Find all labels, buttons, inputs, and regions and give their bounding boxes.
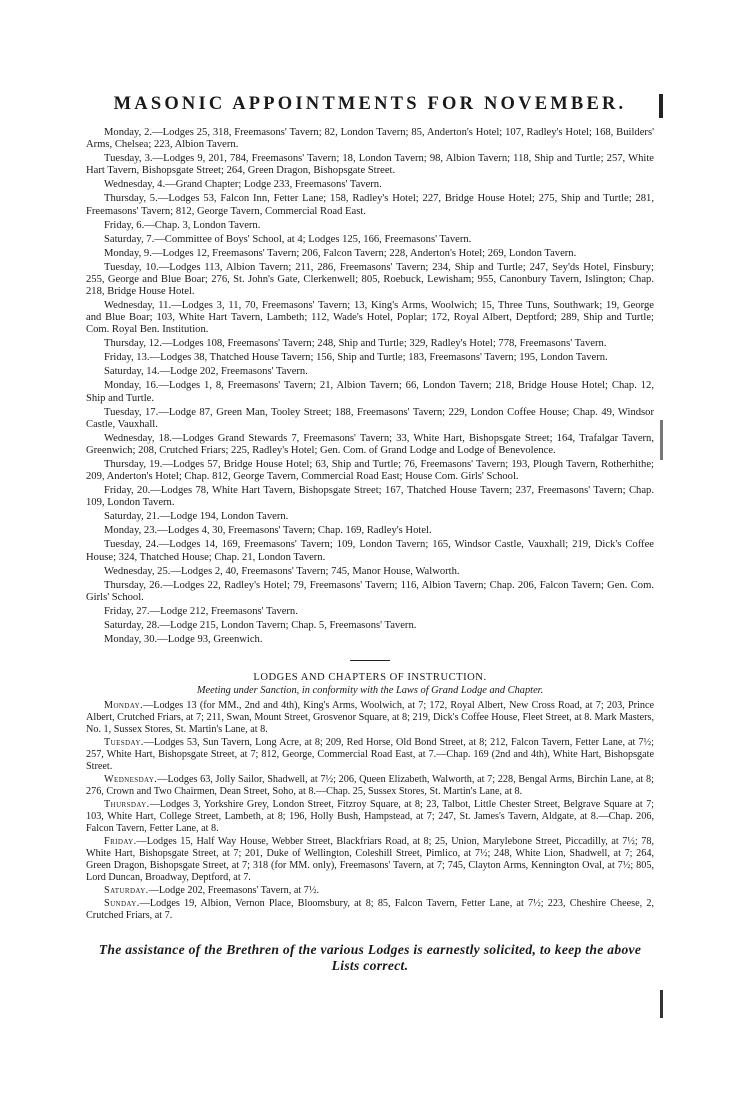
page-edge-mark	[659, 94, 663, 118]
appointment-entry: Friday, 27.—Lodge 212, Freemasons' Tavern.	[104, 605, 298, 617]
appointment-entry: Tuesday, 17.—Lodge 87, Green Man, Tooley Street; 188, Freemasons' Tavern; 229, London Coffee House; Chap. 49, Windsor Castle, Vauxhall.	[86, 406, 654, 430]
section-divider	[350, 660, 390, 661]
instruction-heading: LODGES AND CHAPTERS OF INSTRUCTION.	[253, 672, 487, 684]
instruction-entry	[86, 737, 654, 772]
instruction-entry	[86, 898, 654, 922]
instruction-text: —Lodges 15, Half Way House, Webber Street, Blackfriars Road, at 8; 25, Union, Marylebone Street, Piccadilly, at 7½; 78, White Hart, Bishopsgate Street, at 7; 201, Duke of Wellington, Coleshill Street, Pimlico, at 7½; 248, White Lion, Shadwell, at 7; 264, Green Dragon, Bishopsgate Street, at 7; 318 (for MM. only), Freemasons' Tavern, at 7; 745, Clayton Arms, Kennington Oval, at 7½; 805, Lord Duncan, Broadway, Deptford, at 7.	[86, 836, 654, 883]
appointment-entry: Thursday, 12.—Lodges 108, Freemasons' Tavern; 248, Ship and Turtle; 329, Radley's Hotel; 778, Freemasons' Tavern.	[104, 338, 607, 350]
appointment-entry: Saturday, 21.—Lodge 194, London Tavern.	[104, 511, 289, 523]
instruction-text: —Lodges 63, Jolly Sailor, Shadwell, at 7½; 206, Queen Elizabeth, Walworth, at 7; 228, Bengal Arms, Birchin Lane, at 8; 276, Crown and Two Chairmen, Dean Street, Soho, at 8.—Chap. 25, Sussex Stores, St. Martin's Lane, at 8.	[86, 774, 654, 797]
appointment-entry: Thursday, 5.—Lodges 53, Falcon Inn, Fetter Lane; 158, Radley's Hotel; 227, Bridge House Hotel; 275, Ship and Turtle; 281, Freemasons' Tavern; 812, George Tavern, Commercial Road East.	[86, 193, 654, 217]
appointment-entry: Saturday, 7.—Committee of Boys' School, at 4; Lodges 125, 166, Freemasons' Tavern.	[104, 233, 472, 245]
appointment-entry: Monday, 30.—Lodge 93, Greenwich.	[104, 633, 263, 645]
instruction-list	[86, 700, 654, 922]
instruction-day: Tuesday.	[104, 737, 144, 749]
instruction-text: —Lodges 13 (for MM., 2nd and 4th), King's Arms, Woolwich, at 7; 172, Royal Albert, New Cross Road, at 7; 203, Prince Albert, Crutched Friars, at 7; 211, Swan, Mount Street, Grosvenor Square, at 8; 219, Dick's Coffee House, Fleet Street, at 8. Mark Masters, No. 1, Sussex Stores, St. Martin's Lane, at 8.	[86, 700, 654, 735]
appointment-entry: Thursday, 26.—Lodges 22, Radley's Hotel; 79, Freemasons' Tavern; 116, Albion Tavern; Chap. 206, Falcon Tavern; Gen. Com. Girls' School.	[86, 579, 654, 603]
instruction-day: Wednesday.	[104, 774, 158, 786]
appointment-entry: Friday, 13.—Lodges 38, Thatched House Tavern; 156, Ship and Turtle; 183, Freemasons' Tavern; 195, London Tavern.	[104, 352, 608, 364]
instruction-text: —Lodges 53, Sun Tavern, Long Acre, at 8; 209, Red Horse, Old Bond Street, at 8; 212, Falcon Tavern, Fetter Lane, at 7½; 257, White Hart, Bishopsgate Street, at 7; 812, George, Commercial Road East, at 7.—Chap. 169 (2nd and 4th), White Hart, Bishopsgate Street.	[86, 737, 654, 772]
appointment-entry: Saturday, 14.—Lodge 202, Freemasons' Tavern.	[104, 366, 308, 378]
instruction-text: —Lodge 202, Freemasons' Tavern, at 7½.	[148, 884, 320, 896]
instruction-entry	[86, 774, 654, 798]
appointment-entry: Monday, 9.—Lodges 12, Freemasons' Tavern; 206, Falcon Tavern; 228, Anderton's Hotel; 269, London Tavern.	[104, 247, 577, 259]
appointment-entry: Saturday, 28.—Lodge 215, London Tavern; Chap. 5, Freemasons' Tavern.	[104, 619, 417, 631]
appointment-entry: Wednesday, 25.—Lodges 2, 40, Freemasons' Tavern; 745, Manor House, Walworth.	[104, 565, 460, 577]
appointment-entry: Friday, 20.—Lodges 78, White Hart Tavern, Bishopsgate Street; 167, Thatched House Tavern; 237, Freemasons' Tavern; Chap. 109, London Tavern.	[86, 485, 654, 509]
instruction-entry	[86, 700, 654, 735]
instruction-day: Friday.	[104, 836, 137, 848]
page-edge-speck	[660, 990, 663, 1018]
appointment-entry: Wednesday, 18.—Lodges Grand Stewards 7, Freemasons' Tavern; 33, White Hart, Bishopsgate Street; 164, Trafalgar Tavern, Greenwich; 208, Crutched Friars; 225, Radley's Hotel; Gen. Com. of Grand Lodge and Lodge of Benevolence.	[86, 432, 654, 457]
instruction-text: —Lodges 3, Yorkshire Grey, London Street, Fitzroy Square, at 8; 23, Talbot, Little Chester Street, Belgrave Square at 7; 103, White Hart, College Street, Lambeth, at 8; 196, Holly Bush, Hampstead, at 7; 247, St. James's Tavern, Aldgate, at 8.—Chap. 206, Falcon Tavern, Fetter Lane, at 8.	[86, 799, 654, 834]
appointment-entry: Wednesday, 4.—Grand Chapter; Lodge 233, Freemasons' Tavern.	[104, 179, 382, 191]
appointment-entry: Tuesday, 10.—Lodges 113, Albion Tavern; 211, 286, Freemasons' Tavern; 234, Ship and Turtle; 247, Sey'ds Hotel, Finsbury; 255, George and Blue Boar; 276, St. John's Gate, Clerkenwell; 805, Roebuck, Lewisham; 955, Canonbury Tavern, Islington; Chap. 218, Bridge House Hotel.	[86, 261, 654, 298]
appointment-entry: Friday, 6.—Chap. 3, London Tavern.	[104, 219, 261, 231]
instruction-day: Thursday.	[104, 799, 150, 811]
instruction-day: Monday.	[104, 700, 144, 712]
instruction-day: Saturday.	[104, 884, 149, 896]
instruction-text: —Lodges 19, Albion, Vernon Place, Bloomsbury, at 8; 85, Falcon Tavern, Fetter Lane, at 7½; 223, Cheshire Cheese, 2, Crutched Friars, at 7.	[86, 898, 654, 922]
instruction-entry	[86, 836, 654, 883]
appointments-list	[86, 127, 654, 646]
page-column	[86, 0, 654, 974]
appointment-entry: Monday, 23.—Lodges 4, 30, Freemasons' Tavern; Chap. 169, Radley's Hotel.	[104, 525, 432, 537]
instruction-day: Sunday.	[104, 898, 140, 910]
appointment-entry: Monday, 16.—Lodges 1, 8, Freemasons' Tavern; 21, Albion Tavern; 66, London Tavern; 218, Bridge House Hotel; Chap. 12, Ship and Turtle.	[86, 380, 654, 404]
instruction-entry	[86, 799, 654, 834]
appointment-entry: Monday, 2.—Lodges 25, 318, Freemasons' Tavern; 82, London Tavern; 85, Anderton's Hotel; 107, Radley's Hotel; 168, Builders' Arms, Chelsea; 223, Albion Tavern.	[86, 127, 654, 151]
appointment-entry: Thursday, 19.—Lodges 57, Bridge House Hotel; 63, Ship and Turtle; 76, Freemasons' Tavern; 193, Plough Tavern, Rotherhithe; 209, Anderton's Hotel; Chap. 812, George Tavern, Commercial Road East; House Com. Girls' School.	[86, 459, 654, 483]
instruction-entry	[86, 885, 654, 897]
instruction-note: Meeting under Sanction, in conformity with the Laws of Grand Lodge and Chapter.	[196, 685, 544, 697]
appointment-entry: Tuesday, 3.—Lodges 9, 201, 784, Freemasons' Tavern; 18, London Tavern; 98, Albion Tavern; 118, Ship and Turtle; 257, White Hart Tavern, Bishopsgate Street; 264, Green Dragon, Bishopsgate Street.	[86, 153, 654, 177]
page-edge-speck	[660, 420, 663, 460]
appointment-entry: Tuesday, 24.—Lodges 14, 169, Freemasons' Tavern; 109, London Tavern; 165, Windsor Castle, Vauxhall; 219, Dick's Coffee House; 324, Thatched House; Chap. 21, London Tavern.	[86, 539, 654, 563]
appointment-entry: Wednesday, 11.—Lodges 3, 11, 70, Freemasons' Tavern; 13, King's Arms, Woolwich; 15, Three Tuns, Southwark; 19, George and Blue Boar; 103, White Hart Tavern, Lambeth; 112, Wade's Hotel, Poplar; 172, Royal Albert, Deptford; 289, Ship and Turtle; Com. Royal Ben. Institution.	[86, 300, 654, 336]
closing-notice: The assistance of the Brethren of the various Lodges is earnestly solicited, to keep the above Lists correct.	[98, 941, 642, 973]
page-title: MASONIC APPOINTMENTS FOR NOVEMBER.	[113, 94, 627, 114]
